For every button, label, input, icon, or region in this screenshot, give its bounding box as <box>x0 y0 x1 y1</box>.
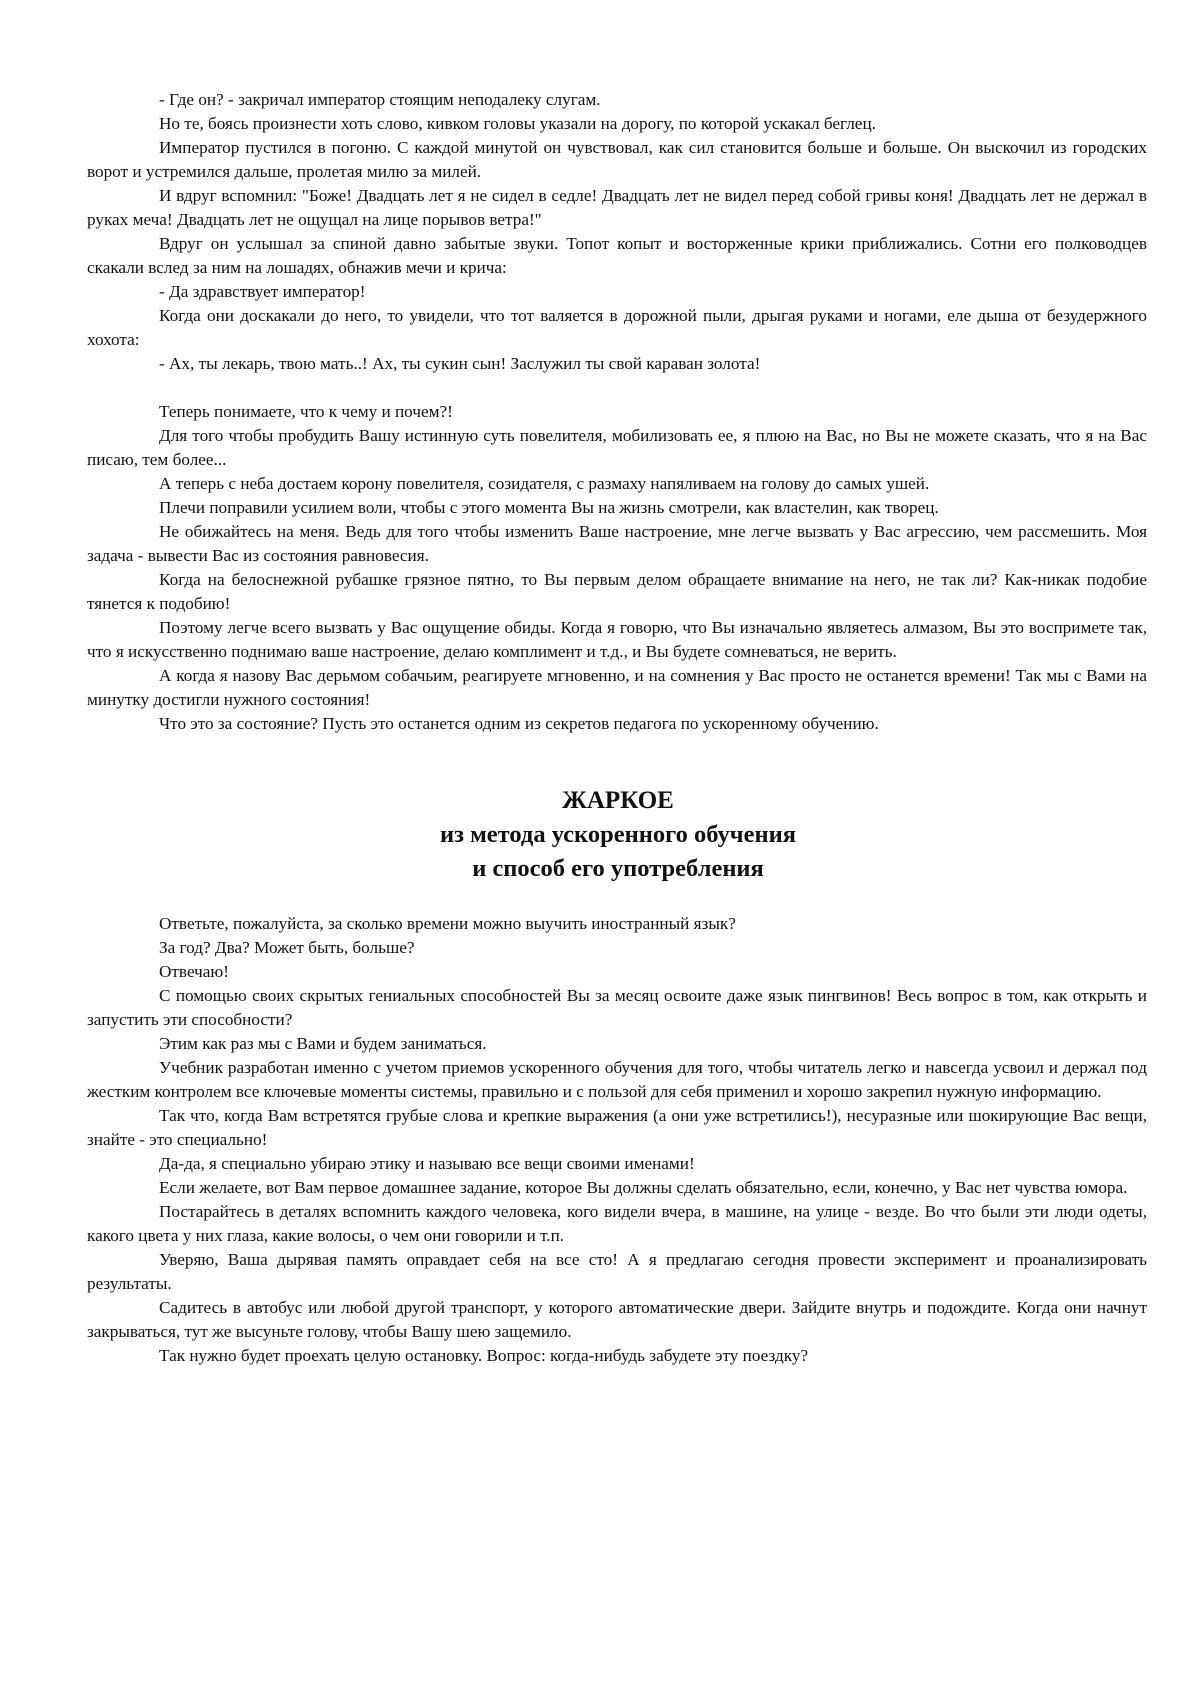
paragraph: Что это за состояние? Пусть это останется одним из секретов педагога по ускоренному обучению. <box>159 714 879 733</box>
commentary-section <box>87 400 1147 736</box>
paragraph: Учебник разработан именно с учетом приемов ускоренного обучения для того, чтобы читатель легко и навсегда усвоил и держал под жестким контролем все ключевые моменты системы, правильно и с пользой для себя применил и хорошо закрепил нужную информацию. <box>87 1058 1147 1101</box>
paragraph: За год? Два? Может быть, больше? <box>159 938 415 957</box>
paragraph: Когда на белоснежной рубашке грязное пятно, то Вы первым делом обращаете внимание на него, не так ли? Как-никак подобие тянется к подобию! <box>87 570 1147 613</box>
chapter-heading <box>87 784 1147 886</box>
paragraph: Да-да, я специально убираю этику и называю все вещи своими именами! <box>159 1154 695 1173</box>
paragraph: - Где он? - закричал император стоящим неподалеку слугам. <box>159 90 601 109</box>
paragraph: Так что, когда Вам встретятся грубые слова и крепкие выражения (а они уже встретились!), несуразные или шокирующие Вас вещи, знайте - это специально! <box>87 1106 1147 1149</box>
paragraph: Постарайтесь в деталях вспомнить каждого человека, кого видели вчера, в машине, на улице - везде. Во что были эти люди одеты, какого цвета у них глаза, какие волосы, о чем они говорили и т.п. <box>87 1202 1147 1245</box>
paragraph: Но те, боясь произнести хоть слово, кивком головы указали на дорогу, по которой ускакал беглец. <box>159 114 876 133</box>
paragraph: Император пустился в погоню. С каждой минутой он чувствовал, как сил становится больше и больше. Он выскочил из городских ворот и устремился дальше, пролетая милю за милей. <box>87 138 1147 181</box>
chapter-body <box>87 912 1147 1368</box>
paragraph: С помощью своих скрытых гениальных способностей Вы за месяц освоите даже язык пингвинов! Весь вопрос в том, как открыть и запустить эти способности? <box>87 986 1147 1029</box>
chapter-title: ЖАРКОЕ <box>562 787 674 814</box>
paragraph: Уверяю, Ваша дырявая память оправдает себя на все сто! А я предлагаю сегодня провести эксперимент и проанализировать результаты. <box>87 1250 1147 1293</box>
chapter-subtitle-line-2: и способ его употребления <box>472 855 764 882</box>
paragraph-gap <box>87 376 1147 400</box>
story-section <box>87 88 1147 376</box>
paragraph: - Ах, ты лекарь, твою мать..! Ах, ты сукин сын! Заслужил ты свой караван золота! <box>159 354 761 373</box>
paragraph: Поэтому легче всего вызвать у Вас ощущение обиды. Когда я говорю, что Вы изначально являетесь алмазом, Вы это воспримете так, что я искусственно поднимаю ваше настроение, делаю комплимент и т.д., и Вы будете сомневаться, не верить. <box>87 618 1147 661</box>
paragraph: А когда я назову Вас дерьмом собачьим, реагируете мгновенно, и на сомнения у Вас просто не останется времени! Так мы с Вами на минутку достигли нужного состояния! <box>87 666 1147 709</box>
paragraph: Плечи поправили усилием воли, чтобы с этого момента Вы на жизнь смотрели, как властелин, как творец. <box>159 498 939 517</box>
chapter-subtitle-line-1: из метода ускоренного обучения <box>440 821 796 848</box>
paragraph: Если желаете, вот Вам первое домашнее задание, которое Вы должны сделать обязательно, если, конечно, у Вас нет чувства юмора. <box>159 1178 1128 1197</box>
paragraph: Вдруг он услышал за спиной давно забытые звуки. Топот копыт и восторженные крики приближались. Сотни его полководцев скакали вслед за ним на лошадях, обнажив мечи и крича: <box>87 234 1147 277</box>
paragraph: Отвечаю! <box>159 962 229 981</box>
paragraph: Теперь понимаете, что к чему и почем?! <box>159 402 453 421</box>
paragraph: Для того чтобы пробудить Вашу истинную суть повелителя, мобилизовать ее, я плюю на Вас, но Вы не можете сказать, что я на Вас писаю, тем более... <box>87 426 1147 469</box>
paragraph: Так нужно будет проехать целую остановку. Вопрос: когда-нибудь забудете эту поездку? <box>159 1346 809 1365</box>
paragraph: Когда они доскакали до него, то увидели, что тот валяется в дорожной пыли, дрыгая руками и ногами, еле дыша от безудержного хохота: <box>87 306 1147 349</box>
paragraph: Ответьте, пожалуйста, за сколько времени можно выучить иностранный язык? <box>159 914 736 933</box>
paragraph: - Да здравствует император! <box>159 282 366 301</box>
paragraph: Этим как раз мы с Вами и будем заниматься. <box>159 1034 487 1053</box>
paragraph: Не обижайтесь на меня. Ведь для того чтобы изменить Ваше настроение, мне легче вызвать у Вас агрессию, чем рассмешить. Моя задача - вывести Вас из состояния равновесия. <box>87 522 1147 565</box>
paragraph: И вдруг вспомнил: "Боже! Двадцать лет я не сидел в седле! Двадцать лет не видел перед собой гривы коня! Двадцать лет не держал в руках меча! Двадцать лет не ощущал на лице порывов ветра!" <box>87 186 1147 229</box>
paragraph: Садитесь в автобус или любой другой транспорт, у которого автоматические двери. Зайдите внутрь и подождите. Когда они начнут закрываться, тут же высуньте голову, чтобы Вашу шею защемило. <box>87 1298 1147 1341</box>
paragraph: А теперь с неба достаем корону повелителя, созидателя, с размаху напяливаем на голову до самых ушей. <box>159 474 930 493</box>
